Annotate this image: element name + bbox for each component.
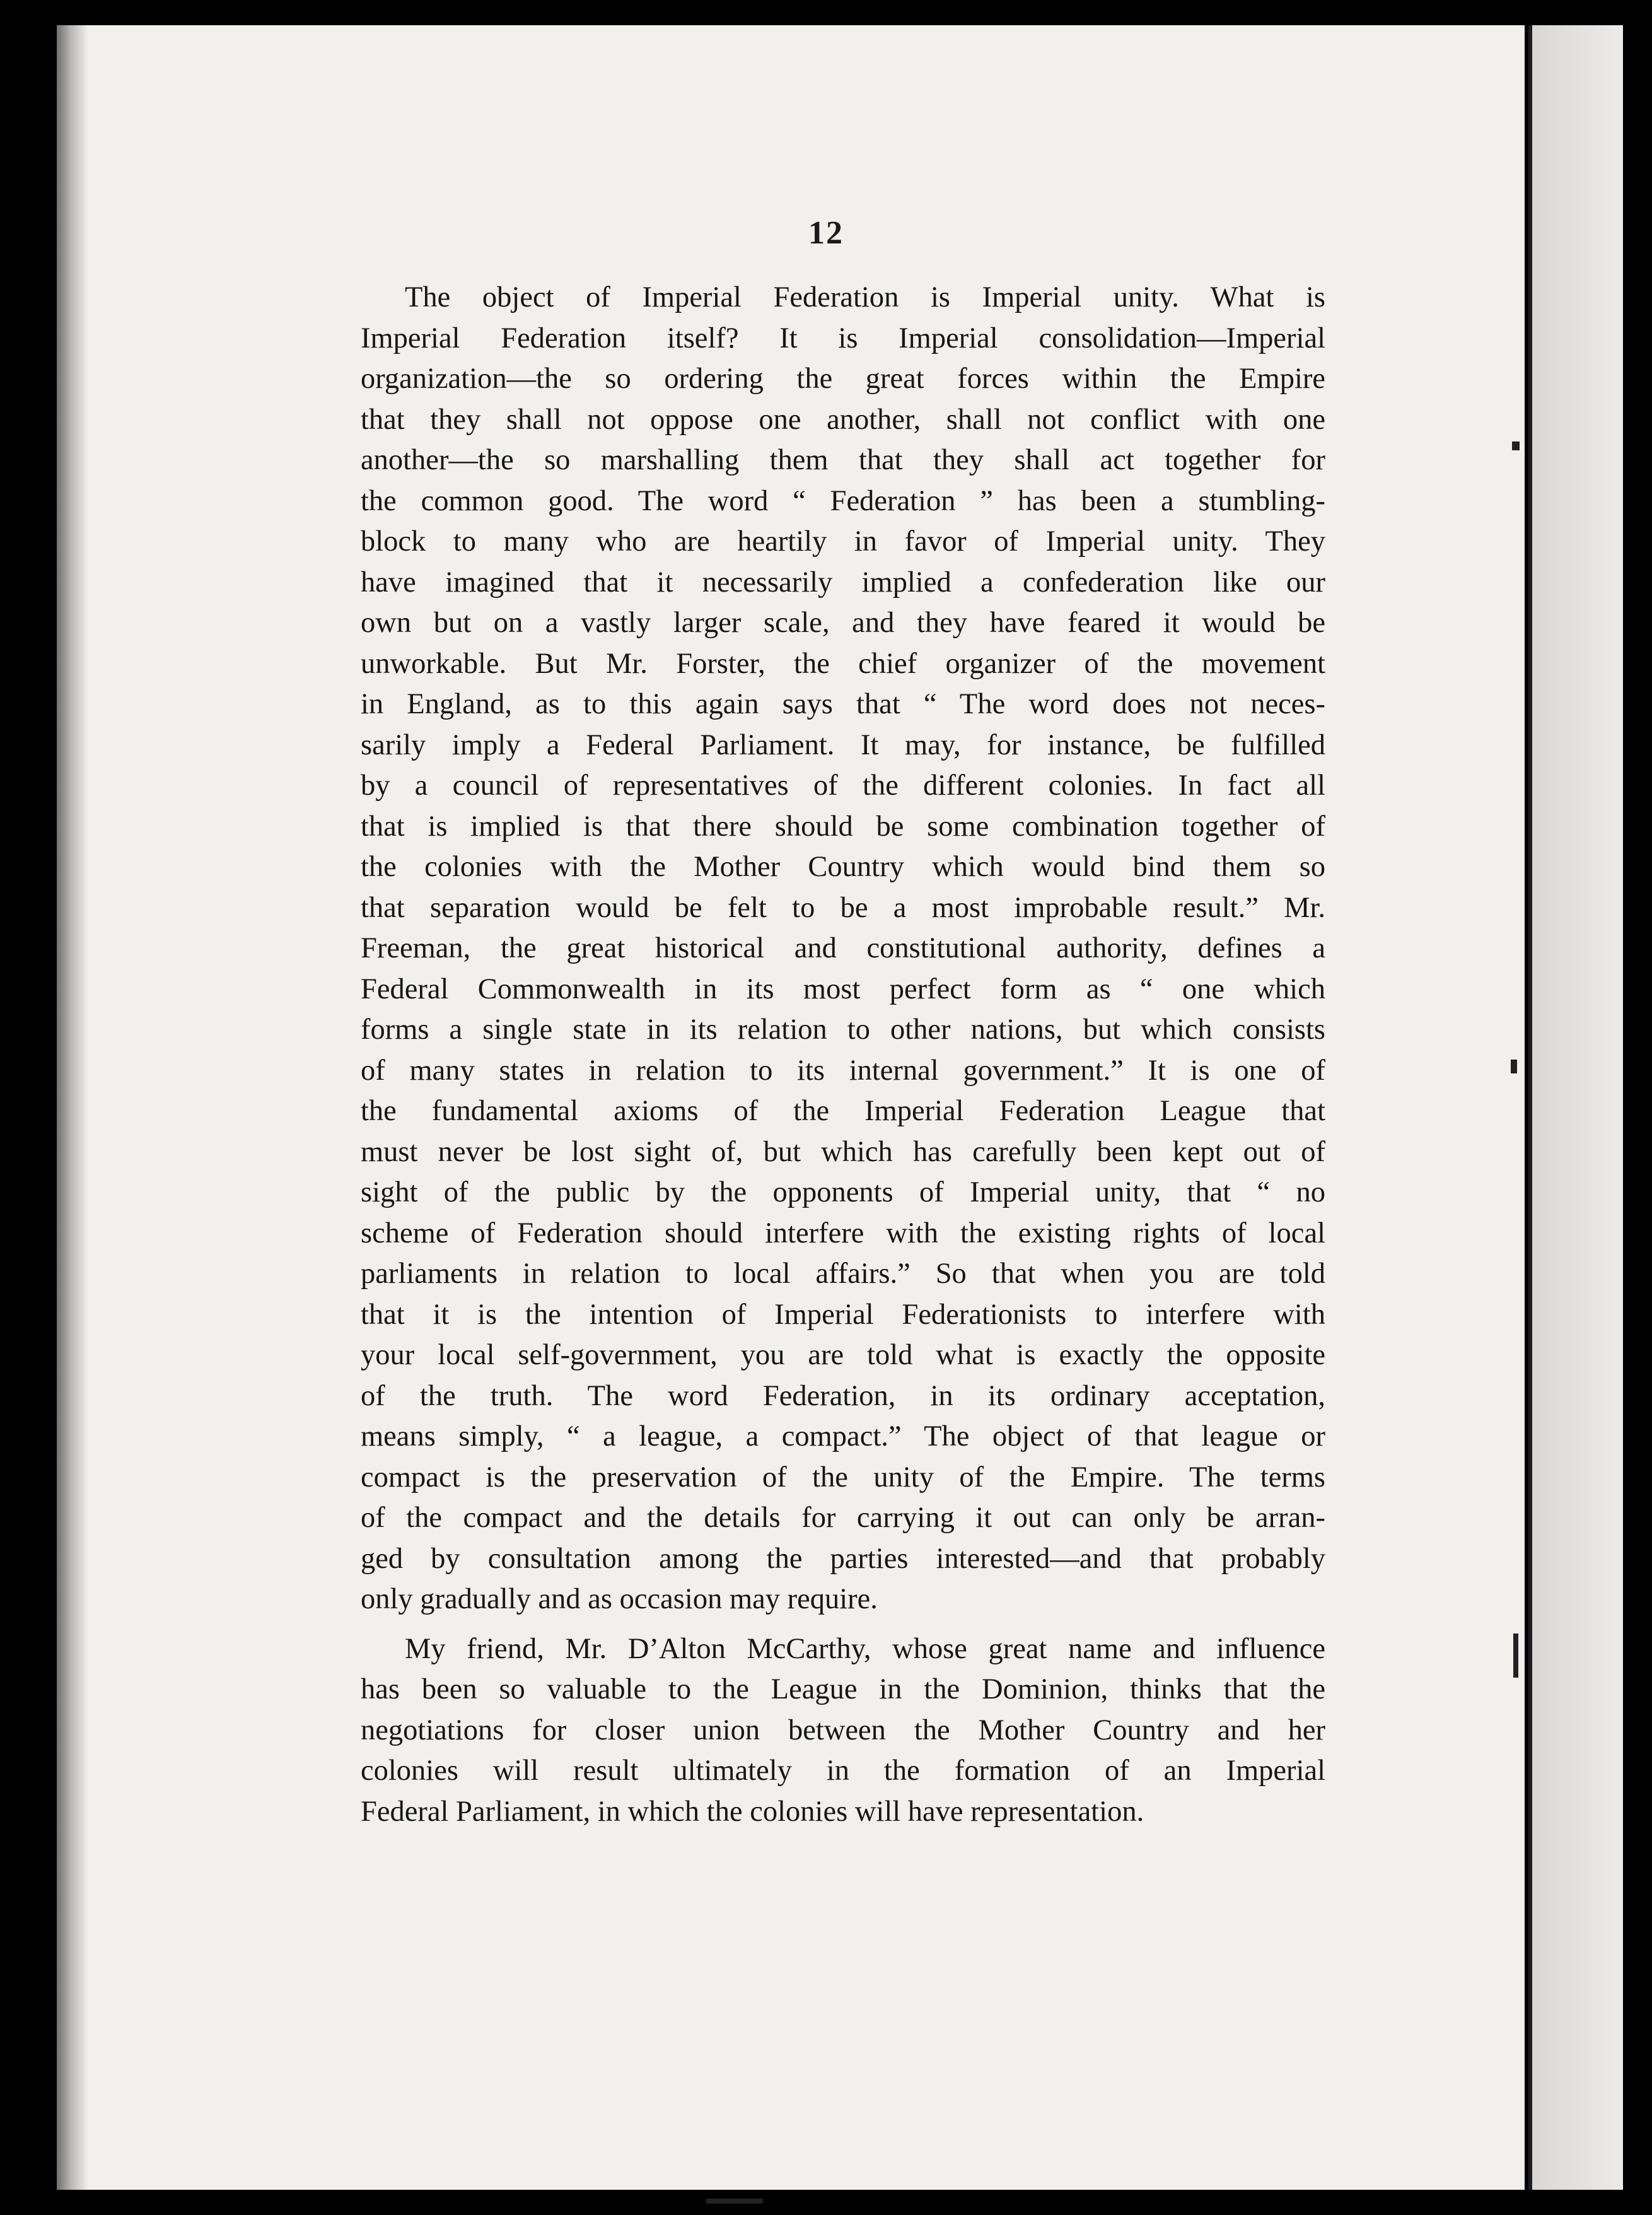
text-line: forms a single state in its relation to other nations, but which consists — [361, 1014, 1325, 1046]
text-line: has been so valuable to the League in the Dominion, thinks that the — [361, 1673, 1325, 1705]
text-line: scheme of Federation should interfere with the existing rights of local — [361, 1217, 1325, 1249]
body-text — [361, 278, 1325, 1832]
text-line: colonies will result ultimately in the formation of an Imperial — [361, 1755, 1325, 1787]
text-line: of the compact and the details for carrying it out can only be arran- — [361, 1502, 1325, 1534]
text-line: by a council of representatives of the different colonies. In fact all — [361, 769, 1325, 802]
scan-speck — [1513, 1633, 1518, 1678]
text-line: Imperial Federation itself? It is Imperial consolidation—Imperial — [361, 322, 1325, 354]
text-line: that they shall not oppose one another, shall not conflict with one — [361, 403, 1325, 436]
text-line: sight of the public by the opponents of Imperial unity, that “ no — [361, 1176, 1325, 1208]
text-line: parliaments in relation to local affairs.” So that when you are told — [361, 1258, 1325, 1290]
text-line: negotiations for closer union between the Mother Country and her — [361, 1714, 1325, 1746]
text-line: ged by consultation among the parties interested—and that probably — [361, 1542, 1325, 1575]
binding-shadow — [57, 25, 88, 2190]
text-line: that separation would be felt to be a most improbable result.” Mr. — [361, 891, 1325, 924]
text-line: the fundamental axioms of the Imperial Federation League that — [361, 1095, 1325, 1127]
text-line: in England, as to this again says that “ The word does not neces- — [361, 688, 1325, 720]
page-number: 12 — [808, 215, 844, 251]
text-line: must never be lost sight of, but which has carefully been kept out of — [361, 1135, 1325, 1168]
text-line: My friend, Mr. D’Alton McCarthy, whose great name and influence — [405, 1632, 1325, 1665]
text-line: compact is the preservation of the unity of the Empire. The terms — [361, 1461, 1325, 1493]
text-line: another—the so marshalling them that they shall act together for — [361, 444, 1325, 476]
scan-speck — [1511, 1060, 1517, 1073]
text-line: the colonies with the Mother Country which would bind them so — [361, 851, 1325, 883]
text-line: means simply, “ a league, a compact.” The object of that league or — [361, 1420, 1325, 1452]
text-line: sarily imply a Federal Parliament. It may, for instance, be fulfilled — [361, 728, 1325, 761]
scan-speck — [1512, 441, 1520, 450]
paragraph-2 — [361, 1629, 1325, 1833]
text-line: have imagined that it necessarily implied a confederation like our — [361, 566, 1325, 599]
text-line: organization—the so ordering the great forces within the Empire — [361, 363, 1325, 395]
text-line: unworkable. But Mr. Forster, the chief organizer of the movement — [361, 647, 1325, 680]
text-line: of the truth. The word Federation, in its ordinary acceptation, — [361, 1379, 1325, 1412]
text-line: that is implied is that there should be some combination together of — [361, 810, 1325, 843]
adjacent-page-edge — [1528, 25, 1623, 2190]
text-line: that it is the intention of Imperial Federationists to interfere with — [361, 1298, 1325, 1331]
page-gutter-line — [1528, 25, 1532, 2190]
text-line: Freeman, the great historical and constitutional authority, defines a — [361, 932, 1325, 964]
text-line: own but on a vastly larger scale, and they have feared it would be — [361, 607, 1325, 639]
text-line: Federal Commonwealth in its most perfect form as “ one which — [361, 973, 1325, 1005]
text-line: Federal Parliament, in which the colonies will have representation. — [361, 1795, 1144, 1828]
text-line: block to many who are heartily in favor of Imperial unity. They — [361, 525, 1325, 558]
text-line: of many states in relation to its internal government.” It is one of — [361, 1054, 1325, 1087]
text-line: The object of Imperial Federation is Imperial unity. What is — [405, 281, 1325, 313]
text-line: your local self-government, you are told what is exactly the opposite — [361, 1339, 1325, 1371]
text-line: only gradually and as occasion may require. — [361, 1583, 878, 1615]
paragraph-1 — [361, 278, 1325, 1620]
text-line: the common good. The word “ Federation ” has been a stumbling- — [361, 484, 1325, 517]
scan-speck — [706, 2199, 763, 2204]
